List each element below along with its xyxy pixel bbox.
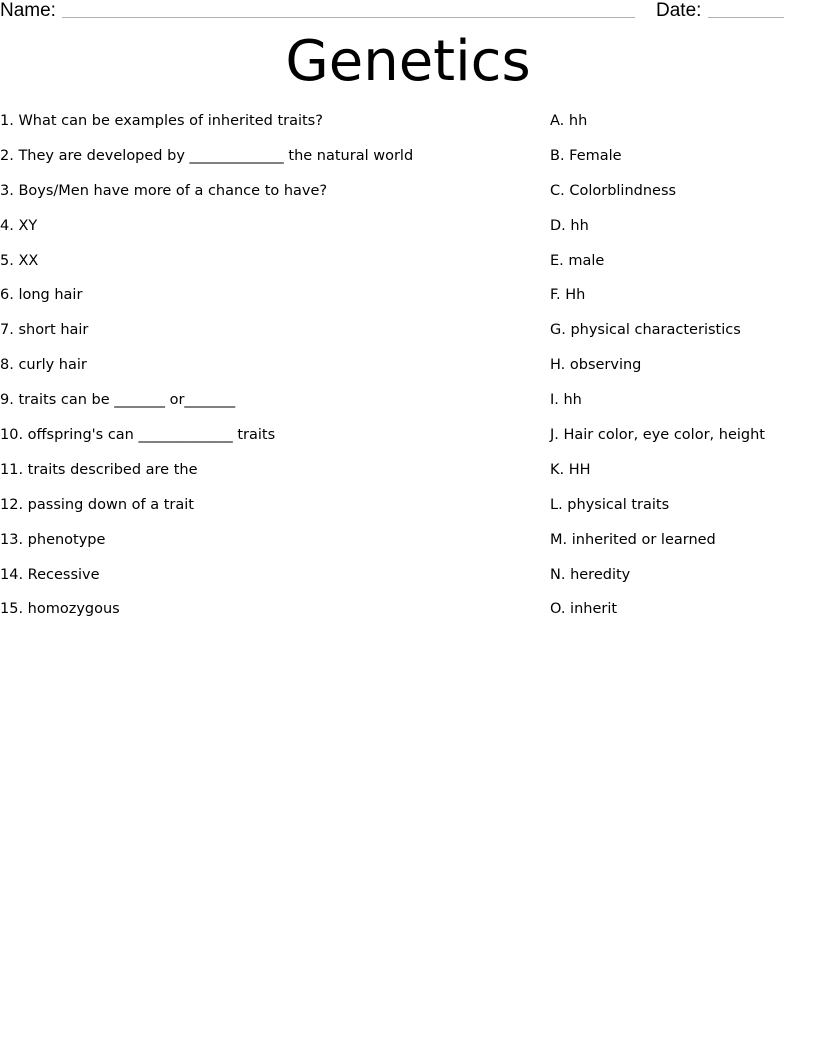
question-item: 5. XX [0, 252, 39, 269]
question-item: 15. homozygous [0, 601, 120, 618]
answer-item: M. inherited or learned [550, 531, 716, 548]
questions-list [0, 111, 520, 634]
date-field[interactable] [708, 17, 784, 18]
question-item: 7. short hair [0, 322, 89, 339]
answer-item: D. hh [550, 217, 589, 234]
question-item: 2. They are developed by _____________ the natural world [0, 147, 414, 164]
question-item: 8. curly hair [0, 357, 87, 374]
answer-item: H. observing [550, 357, 642, 374]
question-item: 9. traits can be _______ or_______ [0, 392, 236, 409]
answer-item: O. inherit [550, 601, 618, 618]
answer-item: K. HH [550, 461, 591, 478]
answer-item: J. Hair color, eye color, height [550, 427, 765, 444]
question-item: 12. passing down of a trait [0, 496, 194, 513]
name-label: Name: [0, 0, 56, 21]
question-item: 14. Recessive [0, 566, 100, 583]
name-field[interactable] [62, 17, 635, 18]
question-item: 1. What can be examples of inherited traits? [0, 113, 323, 129]
page-title: Genetics [285, 29, 531, 94]
answer-item: C. Colorblindness [550, 182, 677, 199]
worksheet-header [0, 0, 816, 22]
answer-item: L. physical traits [550, 496, 670, 513]
date-label: Date: [656, 0, 702, 21]
question-item: 10. offspring's can _____________ traits [0, 427, 276, 444]
answer-item: F. Hh [550, 287, 586, 304]
answer-item: G. physical characteristics [550, 322, 741, 339]
answer-item: B. Female [550, 147, 622, 164]
answer-item: E. male [550, 252, 605, 269]
question-item: 3. Boys/Men have more of a chance to have? [0, 182, 328, 199]
question-item: 4. XY [0, 217, 38, 234]
question-item: 11. traits described are the [0, 461, 198, 478]
answer-item: N. heredity [550, 566, 631, 583]
question-item: 13. phenotype [0, 531, 106, 548]
question-item: 6. long hair [0, 287, 83, 304]
answer-item: I. hh [550, 392, 582, 409]
answer-item: A. hh [550, 113, 588, 129]
answers-list [550, 111, 816, 634]
